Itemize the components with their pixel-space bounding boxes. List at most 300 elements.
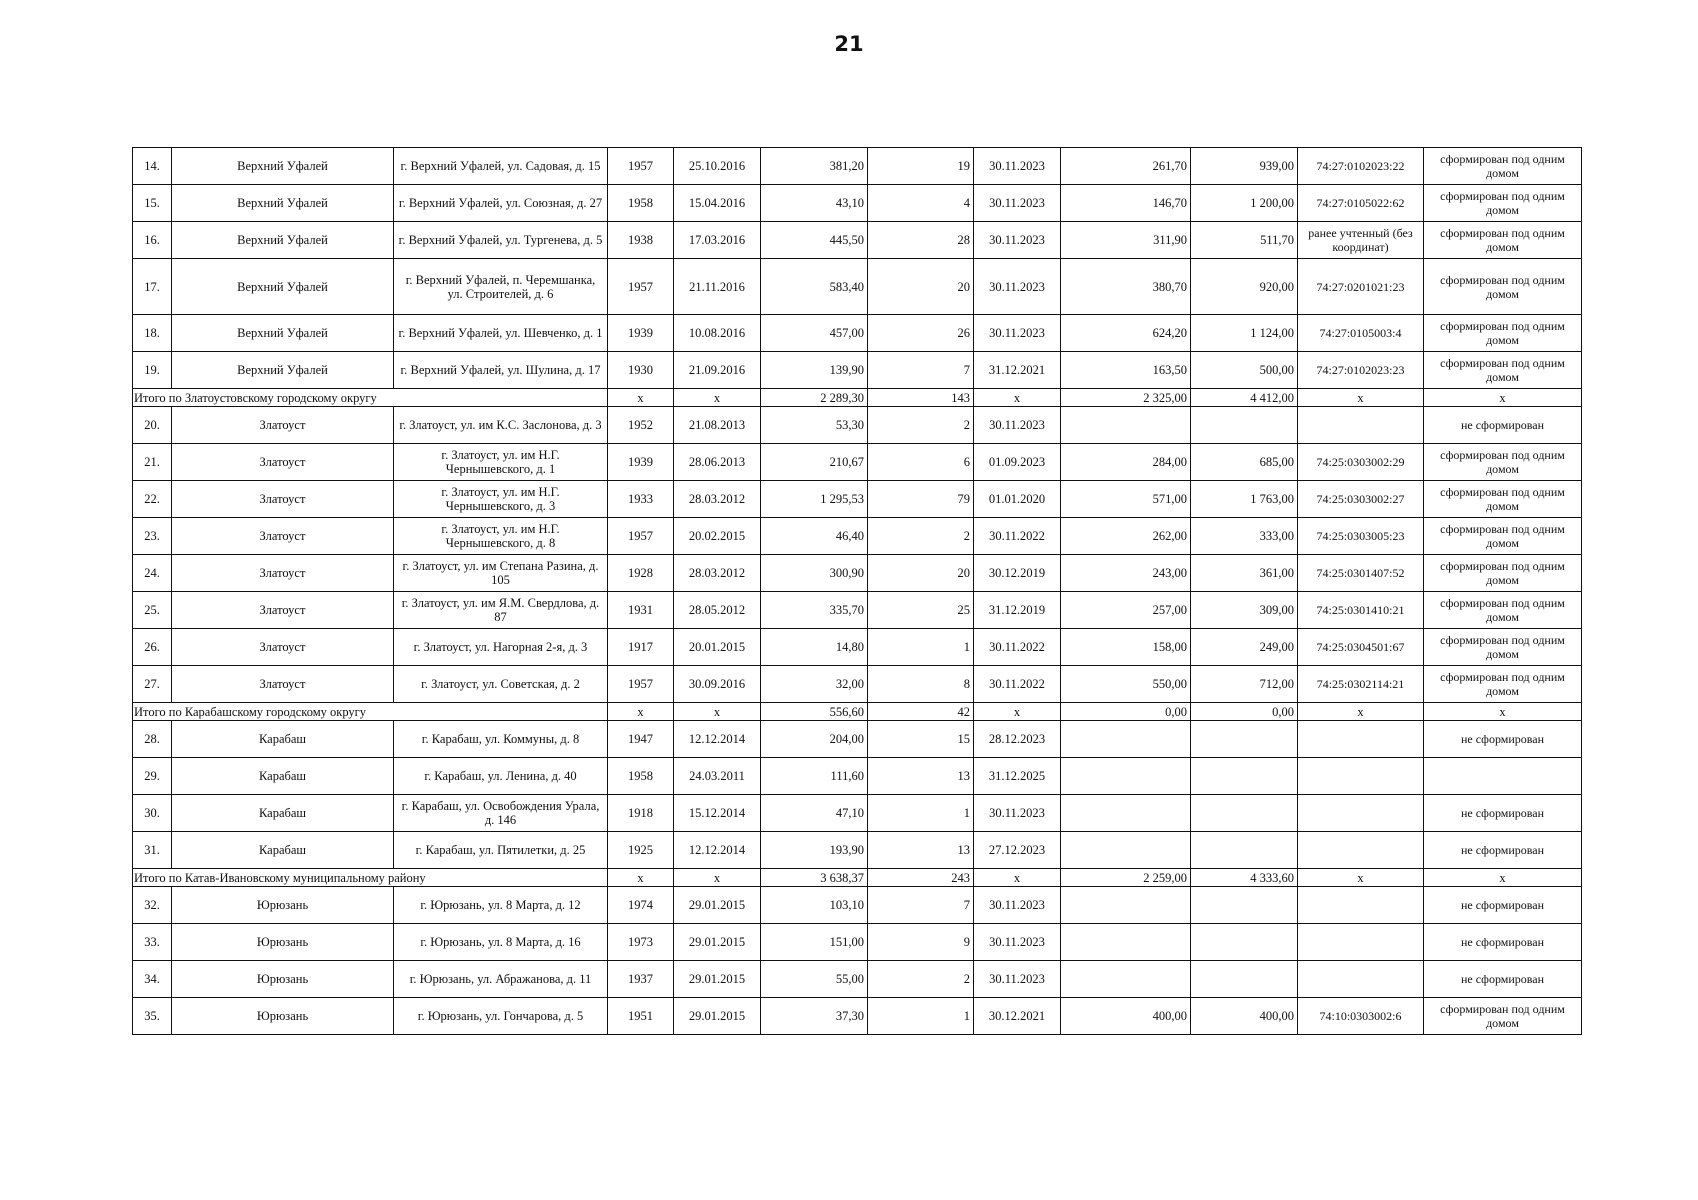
col10-cell [1061, 832, 1191, 869]
col10-cell: 262,00 [1061, 518, 1191, 555]
date-cell: 30.09.2016 [674, 666, 761, 703]
municipality-cell: Златоуст [172, 481, 394, 518]
people-cell: 20 [868, 555, 974, 592]
date-cell: 29.01.2015 [674, 998, 761, 1035]
table-row [133, 481, 1582, 518]
col10-cell: 0,00 [1061, 703, 1191, 721]
area-cell: 55,00 [761, 961, 868, 998]
area-cell: 1 295,53 [761, 481, 868, 518]
status-cell: сформирован под одним домом [1424, 222, 1582, 259]
col10-cell: 243,00 [1061, 555, 1191, 592]
status-cell: сформирован под одним домом [1424, 518, 1582, 555]
area-cell: 14,80 [761, 629, 868, 666]
table-row [133, 961, 1582, 998]
municipality-cell: Златоуст [172, 592, 394, 629]
status-cell: не сформирован [1424, 721, 1582, 758]
people-cell: 20 [868, 259, 974, 315]
address-cell: г. Златоуст, ул. Советская, д. 2 [394, 666, 608, 703]
people-cell: 26 [868, 315, 974, 352]
row-number-cell: 28. [133, 721, 172, 758]
subtotal-label: Итого по Златоустовскому городскому округу [133, 389, 608, 407]
status-cell: сформирован под одним домом [1424, 555, 1582, 592]
col10-cell: 2 325,00 [1061, 389, 1191, 407]
subtotal-row [133, 703, 1582, 721]
col11-cell [1191, 924, 1298, 961]
year-cell: 1947 [608, 721, 674, 758]
table-row [133, 444, 1582, 481]
col10-cell [1061, 795, 1191, 832]
date-cell: 20.02.2015 [674, 518, 761, 555]
municipality-cell: Златоуст [172, 666, 394, 703]
cadastral-cell: 74:25:0301407:52 [1298, 555, 1424, 592]
col11-cell: 361,00 [1191, 555, 1298, 592]
municipality-cell: Юрюзань [172, 887, 394, 924]
municipality-cell: Карабаш [172, 832, 394, 869]
people-cell: 1 [868, 795, 974, 832]
deadline-cell: 30.11.2022 [974, 629, 1061, 666]
row-number-cell: 23. [133, 518, 172, 555]
row-number-cell: 32. [133, 887, 172, 924]
col10-cell: 158,00 [1061, 629, 1191, 666]
row-number-cell: 19. [133, 352, 172, 389]
deadline-cell: 30.12.2019 [974, 555, 1061, 592]
year-cell: 1958 [608, 185, 674, 222]
table-row [133, 998, 1582, 1035]
people-cell: 1 [868, 629, 974, 666]
status-cell: сформирован под одним домом [1424, 444, 1582, 481]
municipality-cell: Карабаш [172, 795, 394, 832]
area-cell: 43,10 [761, 185, 868, 222]
row-number-cell: 27. [133, 666, 172, 703]
deadline-cell: 30.11.2022 [974, 518, 1061, 555]
status-cell: не сформирован [1424, 832, 1582, 869]
status-cell: сформирован под одним домом [1424, 592, 1582, 629]
cadastral-cell: х [1298, 703, 1424, 721]
municipality-cell: Златоуст [172, 444, 394, 481]
area-cell: 300,90 [761, 555, 868, 592]
municipality-cell: Златоуст [172, 555, 394, 592]
col11-cell [1191, 795, 1298, 832]
year-cell: 1951 [608, 998, 674, 1035]
status-cell: сформирован под одним домом [1424, 148, 1582, 185]
area-cell: 32,00 [761, 666, 868, 703]
table-row [133, 758, 1582, 795]
year-cell: 1957 [608, 518, 674, 555]
municipality-cell: Карабаш [172, 721, 394, 758]
year-cell: 1958 [608, 758, 674, 795]
area-cell: 457,00 [761, 315, 868, 352]
area-cell: 210,67 [761, 444, 868, 481]
table-row [133, 185, 1582, 222]
address-cell: г. Верхний Уфалей, п. Черемшанка, ул. Строителей, д. 6 [394, 259, 608, 315]
cadastral-cell: 74:27:0105022:62 [1298, 185, 1424, 222]
row-number-cell: 14. [133, 148, 172, 185]
cadastral-cell [1298, 832, 1424, 869]
row-number-cell: 24. [133, 555, 172, 592]
municipality-cell: Златоуст [172, 629, 394, 666]
date-cell: 29.01.2015 [674, 961, 761, 998]
deadline-cell: х [974, 389, 1061, 407]
date-cell: 24.03.2011 [674, 758, 761, 795]
people-cell: 4 [868, 185, 974, 222]
people-cell: 9 [868, 924, 974, 961]
col10-cell: 550,00 [1061, 666, 1191, 703]
cadastral-cell: х [1298, 869, 1424, 887]
municipality-cell: Златоуст [172, 407, 394, 444]
address-cell: г. Юрюзань, ул. Гончарова, д. 5 [394, 998, 608, 1035]
people-cell: 1 [868, 998, 974, 1035]
area-cell: 556,60 [761, 703, 868, 721]
date-cell: 29.01.2015 [674, 887, 761, 924]
col11-cell: 712,00 [1191, 666, 1298, 703]
people-cell: 25 [868, 592, 974, 629]
cadastral-cell [1298, 887, 1424, 924]
col11-cell: 4 412,00 [1191, 389, 1298, 407]
address-cell: г. Златоуст, ул. им Степана Разина, д. 105 [394, 555, 608, 592]
table-row [133, 721, 1582, 758]
cadastral-cell: 74:27:0102023:23 [1298, 352, 1424, 389]
cadastral-cell [1298, 961, 1424, 998]
subtotal-label: Итого по Катав-Ивановскому муниципальному району [133, 869, 608, 887]
table-row [133, 592, 1582, 629]
row-number-cell: 21. [133, 444, 172, 481]
year-cell: 1957 [608, 666, 674, 703]
year-cell: 1917 [608, 629, 674, 666]
row-number-cell: 31. [133, 832, 172, 869]
municipality-cell: Верхний Уфалей [172, 148, 394, 185]
cadastral-cell [1298, 758, 1424, 795]
subtotal-row [133, 389, 1582, 407]
col11-cell [1191, 758, 1298, 795]
col10-cell [1061, 407, 1191, 444]
subtotal-row [133, 869, 1582, 887]
municipality-cell: Верхний Уфалей [172, 222, 394, 259]
area-cell: 335,70 [761, 592, 868, 629]
municipality-cell: Верхний Уфалей [172, 352, 394, 389]
col11-cell: 500,00 [1191, 352, 1298, 389]
date-cell: 12.12.2014 [674, 721, 761, 758]
year-cell: 1957 [608, 148, 674, 185]
table-row [133, 222, 1582, 259]
col10-cell: 311,90 [1061, 222, 1191, 259]
col11-cell [1191, 832, 1298, 869]
area-cell: 37,30 [761, 998, 868, 1035]
people-cell: 2 [868, 407, 974, 444]
address-cell: г. Златоуст, ул. им К.С. Заслонова, д. 3 [394, 407, 608, 444]
year-cell: 1930 [608, 352, 674, 389]
cadastral-cell: 74:25:0304501:67 [1298, 629, 1424, 666]
status-cell: сформирован под одним домом [1424, 185, 1582, 222]
col11-cell: 249,00 [1191, 629, 1298, 666]
area-cell: 204,00 [761, 721, 868, 758]
table-row [133, 666, 1582, 703]
col10-cell: 400,00 [1061, 998, 1191, 1035]
col10-cell: 284,00 [1061, 444, 1191, 481]
status-cell: не сформирован [1424, 961, 1582, 998]
year-cell: х [608, 869, 674, 887]
address-cell: г. Верхний Уфалей, ул. Союзная, д. 27 [394, 185, 608, 222]
deadline-cell: 31.12.2021 [974, 352, 1061, 389]
cadastral-cell: 74:25:0303002:29 [1298, 444, 1424, 481]
deadline-cell: 30.11.2023 [974, 148, 1061, 185]
year-cell: 1931 [608, 592, 674, 629]
status-cell [1424, 758, 1582, 795]
address-cell: г. Карабаш, ул. Освобождения Урала, д. 146 [394, 795, 608, 832]
row-number-cell: 34. [133, 961, 172, 998]
status-cell: сформирован под одним домом [1424, 259, 1582, 315]
year-cell: 1928 [608, 555, 674, 592]
status-cell: сформирован под одним домом [1424, 666, 1582, 703]
row-number-cell: 26. [133, 629, 172, 666]
area-cell: 46,40 [761, 518, 868, 555]
status-cell: х [1424, 703, 1582, 721]
address-cell: г. Карабаш, ул. Пятилетки, д. 25 [394, 832, 608, 869]
address-cell: г. Карабаш, ул. Ленина, д. 40 [394, 758, 608, 795]
cadastral-cell: ранее учтенный (без координат) [1298, 222, 1424, 259]
row-number-cell: 17. [133, 259, 172, 315]
area-cell: 47,10 [761, 795, 868, 832]
status-cell: сформирован под одним домом [1424, 998, 1582, 1035]
row-number-cell: 22. [133, 481, 172, 518]
people-cell: 42 [868, 703, 974, 721]
municipality-cell: Златоуст [172, 518, 394, 555]
deadline-cell: 31.12.2019 [974, 592, 1061, 629]
people-cell: 7 [868, 887, 974, 924]
deadline-cell: х [974, 703, 1061, 721]
col11-cell [1191, 887, 1298, 924]
address-cell: г. Златоуст, ул. им Н.Г. Чернышевского, д. 3 [394, 481, 608, 518]
people-cell: 13 [868, 832, 974, 869]
row-number-cell: 33. [133, 924, 172, 961]
people-cell: 7 [868, 352, 974, 389]
deadline-cell: 30.11.2023 [974, 222, 1061, 259]
date-cell: 25.10.2016 [674, 148, 761, 185]
address-cell: г. Златоуст, ул. Нагорная 2-я, д. 3 [394, 629, 608, 666]
table-row [133, 148, 1582, 185]
year-cell: 1933 [608, 481, 674, 518]
cadastral-cell: 74:27:0105003:4 [1298, 315, 1424, 352]
cadastral-cell: 74:25:0301410:21 [1298, 592, 1424, 629]
year-cell: х [608, 703, 674, 721]
row-number-cell: 25. [133, 592, 172, 629]
people-cell: 2 [868, 961, 974, 998]
address-cell: г. Златоуст, ул. им Я.М. Свердлова, д. 87 [394, 592, 608, 629]
deadline-cell: 30.11.2023 [974, 887, 1061, 924]
address-cell: г. Верхний Уфалей, ул. Шевченко, д. 1 [394, 315, 608, 352]
table-row [133, 555, 1582, 592]
area-cell: 139,90 [761, 352, 868, 389]
table-row [133, 795, 1582, 832]
address-cell: г. Карабаш, ул. Коммуны, д. 8 [394, 721, 608, 758]
table-row [133, 315, 1582, 352]
area-cell: 381,20 [761, 148, 868, 185]
page-number: 21 [834, 32, 864, 56]
status-cell: не сформирован [1424, 795, 1582, 832]
col10-cell: 624,20 [1061, 315, 1191, 352]
table-row [133, 518, 1582, 555]
col11-cell: 309,00 [1191, 592, 1298, 629]
col11-cell: 939,00 [1191, 148, 1298, 185]
cadastral-cell: 74:25:0302114:21 [1298, 666, 1424, 703]
area-cell: 3 638,37 [761, 869, 868, 887]
municipality-cell: Юрюзань [172, 961, 394, 998]
date-cell: 29.01.2015 [674, 924, 761, 961]
municipality-cell: Верхний Уфалей [172, 185, 394, 222]
area-cell: 151,00 [761, 924, 868, 961]
table-body [133, 148, 1582, 1035]
municipality-cell: Верхний Уфалей [172, 259, 394, 315]
row-number-cell: 30. [133, 795, 172, 832]
table-row [133, 407, 1582, 444]
people-cell: 13 [868, 758, 974, 795]
cadastral-cell: х [1298, 389, 1424, 407]
housing-register-table [132, 147, 1582, 1035]
area-cell: 53,30 [761, 407, 868, 444]
date-cell: 15.12.2014 [674, 795, 761, 832]
col11-cell: 511,70 [1191, 222, 1298, 259]
year-cell: 1938 [608, 222, 674, 259]
municipality-cell: Юрюзань [172, 998, 394, 1035]
cadastral-cell [1298, 795, 1424, 832]
deadline-cell: 27.12.2023 [974, 832, 1061, 869]
col11-cell [1191, 961, 1298, 998]
col10-cell: 257,00 [1061, 592, 1191, 629]
status-cell: х [1424, 869, 1582, 887]
table-row [133, 259, 1582, 315]
deadline-cell: 30.11.2023 [974, 407, 1061, 444]
people-cell: 143 [868, 389, 974, 407]
area-cell: 103,10 [761, 887, 868, 924]
address-cell: г. Юрюзань, ул. Абражанова, д. 11 [394, 961, 608, 998]
date-cell: 28.03.2012 [674, 555, 761, 592]
date-cell: 28.05.2012 [674, 592, 761, 629]
people-cell: 2 [868, 518, 974, 555]
row-number-cell: 29. [133, 758, 172, 795]
col10-cell [1061, 721, 1191, 758]
date-cell: х [674, 869, 761, 887]
status-cell: не сформирован [1424, 407, 1582, 444]
col11-cell: 4 333,60 [1191, 869, 1298, 887]
municipality-cell: Верхний Уфалей [172, 315, 394, 352]
row-number-cell: 35. [133, 998, 172, 1035]
col10-cell: 2 259,00 [1061, 869, 1191, 887]
year-cell: 1939 [608, 444, 674, 481]
people-cell: 6 [868, 444, 974, 481]
col10-cell: 571,00 [1061, 481, 1191, 518]
year-cell: 1939 [608, 315, 674, 352]
col10-cell: 163,50 [1061, 352, 1191, 389]
status-cell: сформирован под одним домом [1424, 352, 1582, 389]
col11-cell: 0,00 [1191, 703, 1298, 721]
deadline-cell: 30.11.2023 [974, 961, 1061, 998]
deadline-cell: 30.11.2023 [974, 924, 1061, 961]
col11-cell: 685,00 [1191, 444, 1298, 481]
col10-cell: 146,70 [1061, 185, 1191, 222]
address-cell: г. Верхний Уфалей, ул. Садовая, д. 15 [394, 148, 608, 185]
table-row [133, 352, 1582, 389]
year-cell: 1925 [608, 832, 674, 869]
people-cell: 8 [868, 666, 974, 703]
people-cell: 243 [868, 869, 974, 887]
address-cell: г. Верхний Уфалей, ул. Тургенева, д. 5 [394, 222, 608, 259]
row-number-cell: 18. [133, 315, 172, 352]
table-row [133, 924, 1582, 961]
deadline-cell: 30.11.2023 [974, 795, 1061, 832]
year-cell: 1937 [608, 961, 674, 998]
date-cell: 20.01.2015 [674, 629, 761, 666]
status-cell: не сформирован [1424, 924, 1582, 961]
municipality-cell: Юрюзань [172, 924, 394, 961]
col11-cell: 1 124,00 [1191, 315, 1298, 352]
col11-cell [1191, 407, 1298, 444]
table-row [133, 832, 1582, 869]
cadastral-cell [1298, 407, 1424, 444]
cadastral-cell: 74:25:0303002:27 [1298, 481, 1424, 518]
people-cell: 28 [868, 222, 974, 259]
col11-cell: 1 763,00 [1191, 481, 1298, 518]
row-number-cell: 16. [133, 222, 172, 259]
col11-cell: 920,00 [1191, 259, 1298, 315]
date-cell: 21.09.2016 [674, 352, 761, 389]
address-cell: г. Златоуст, ул. им Н.Г. Чернышевского, д. 8 [394, 518, 608, 555]
date-cell: 28.03.2012 [674, 481, 761, 518]
year-cell: 1957 [608, 259, 674, 315]
date-cell: 28.06.2013 [674, 444, 761, 481]
col10-cell [1061, 758, 1191, 795]
year-cell: х [608, 389, 674, 407]
col11-cell: 333,00 [1191, 518, 1298, 555]
deadline-cell: 31.12.2025 [974, 758, 1061, 795]
deadline-cell: 01.09.2023 [974, 444, 1061, 481]
address-cell: г. Юрюзань, ул. 8 Марта, д. 16 [394, 924, 608, 961]
col10-cell [1061, 961, 1191, 998]
year-cell: 1974 [608, 887, 674, 924]
area-cell: 2 289,30 [761, 389, 868, 407]
status-cell: не сформирован [1424, 887, 1582, 924]
date-cell: 12.12.2014 [674, 832, 761, 869]
cadastral-cell: 74:27:0102023:22 [1298, 148, 1424, 185]
area-cell: 111,60 [761, 758, 868, 795]
col11-cell: 400,00 [1191, 998, 1298, 1035]
year-cell: 1918 [608, 795, 674, 832]
deadline-cell: 30.11.2023 [974, 315, 1061, 352]
date-cell: 10.08.2016 [674, 315, 761, 352]
cadastral-cell: 74:10:0303002:6 [1298, 998, 1424, 1035]
col11-cell [1191, 721, 1298, 758]
address-cell: г. Юрюзань, ул. 8 Марта, д. 12 [394, 887, 608, 924]
status-cell: сформирован под одним домом [1424, 315, 1582, 352]
people-cell: 19 [868, 148, 974, 185]
deadline-cell: 30.11.2023 [974, 185, 1061, 222]
date-cell: 17.03.2016 [674, 222, 761, 259]
people-cell: 79 [868, 481, 974, 518]
cadastral-cell [1298, 721, 1424, 758]
date-cell: х [674, 389, 761, 407]
deadline-cell: х [974, 869, 1061, 887]
year-cell: 1952 [608, 407, 674, 444]
table-row [133, 629, 1582, 666]
deadline-cell: 01.01.2020 [974, 481, 1061, 518]
people-cell: 15 [868, 721, 974, 758]
date-cell: х [674, 703, 761, 721]
cadastral-cell: 74:27:0201021:23 [1298, 259, 1424, 315]
address-cell: г. Верхний Уфалей, ул. Шулина, д. 17 [394, 352, 608, 389]
deadline-cell: 28.12.2023 [974, 721, 1061, 758]
col10-cell: 380,70 [1061, 259, 1191, 315]
year-cell: 1973 [608, 924, 674, 961]
status-cell: сформирован под одним домом [1424, 629, 1582, 666]
col11-cell: 1 200,00 [1191, 185, 1298, 222]
